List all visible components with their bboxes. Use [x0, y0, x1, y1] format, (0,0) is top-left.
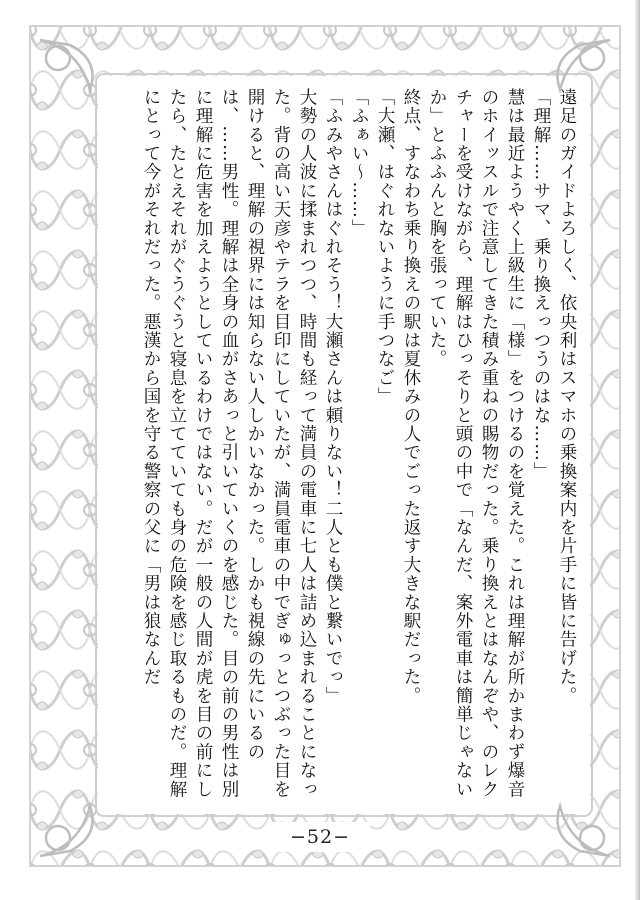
paragraph-4: 終点、すなわち乗り換えの駅は夏休みの人でごった返す大きな駅だった。 [401, 88, 421, 706]
paragraph-2: 「理解……サマ、乗り換えっつうのはな……」 [531, 88, 551, 481]
paragraph-8: 大勢の人波に揉まれつつ、時間も経って満員の電車に七人は詰め込まれることになった。背の高い天彦やテラを目印にしていたが、満員電車の中でぎゅっとつぶった目を開けると、理解の視界には知らない人しかいなかった。しかも視線の先にいるのは、……男性。理解は全身の血がさあっと引いていくのを感じた。目の前の男性は別に理解に危害を加えようとしているわけではない。だが一般の人間が虎を目の前にしたら、たとえそれがぐうぐうと寝息を立てていても身の危険を感じ取るものだ。理解にとって今がそれだった。悪漢から国を守る警察の父に「男は狼なんだ [141, 88, 317, 799]
paragraph-7: 「ふみやさんはぐれそう！大瀬さんは頼りない！二人とも僕と繋いでっ」 [323, 88, 343, 706]
paragraph-5: 「大瀬、はぐれないように手つなご」 [375, 88, 395, 406]
vertical-text-body [104, 88, 580, 800]
paragraph-3: 慧は最近ようやく上級生に「様」をつけるのを覚えた。これは理解が所かまわず爆音のホイッスルで注意してきた積み重ねの賜物だった。乗り換えとはなんぞや、のレクチャーを受けながら、理解はひっそりと頭の中で「なんだ、案外電車は簡単じゃないか」とふふんと胸を張っていた。 [427, 88, 525, 799]
paragraph-1: 遠足のガイドよろしく、依央利はスマホの乗換案内を片手に皆に告げた。 [557, 88, 577, 706]
paragraph-6: 「ふぁい〜……」 [349, 88, 369, 238]
page-number: −52− [289, 826, 351, 848]
